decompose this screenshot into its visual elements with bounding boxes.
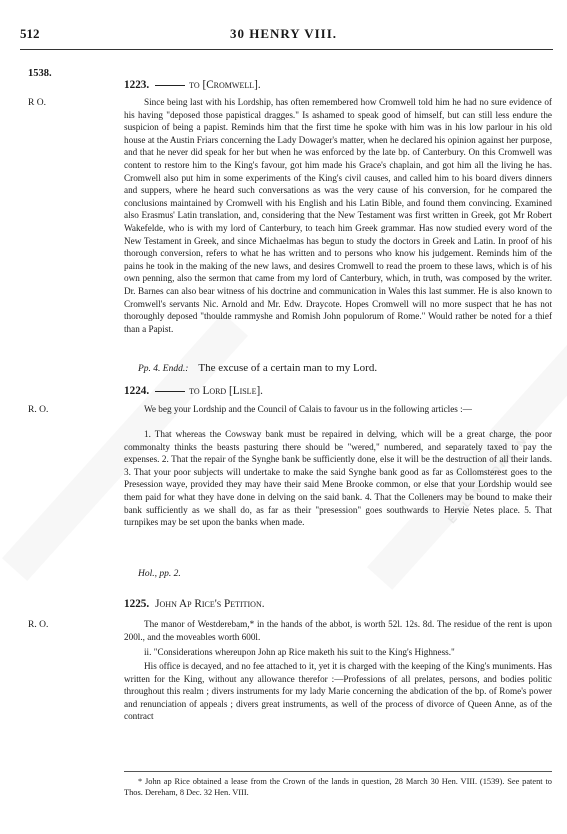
entry-heading-1224 xyxy=(124,385,263,397)
entry-source: R. O. xyxy=(28,620,49,630)
header-rule xyxy=(20,49,553,50)
entry-note xyxy=(138,569,181,579)
entry-number: 1225. xyxy=(124,598,150,610)
footnote: * John ap Rice obtained a lease from the Crown of the lands in question, 28 March 30 Hen. VIII. (1539). See patent to Thos. Dereham, 8 Dec. 32 Hen. VIII. xyxy=(124,777,552,797)
year-label: 1538. xyxy=(28,68,52,79)
footnote-rule xyxy=(124,771,552,772)
entry-heading-1223 xyxy=(124,79,261,91)
entry-title: John Ap Rice's Petition. xyxy=(155,598,265,610)
watermark-text: ENLINE ONLINE xyxy=(446,425,538,527)
entry-recipient: to [Cromwell]. xyxy=(189,79,261,91)
entry-number: 1223. xyxy=(124,79,150,91)
entry-paragraph: The manor of Westderebam,* in the hands of the abbot, is worth 52l. 12s. 8d. The residue of the rent is upon 200l., and the moveables worth 600l. xyxy=(124,619,552,642)
entry-note-text: Hol., pp. 2. xyxy=(138,569,181,579)
entry-endorsement-line xyxy=(138,362,377,374)
running-head: 30 HENRY VIII. xyxy=(229,26,338,41)
dash-rule xyxy=(155,391,185,392)
entry-paragraph: 1. That whereas the Cowsway bank must be repaired in delving, which will be a great charge, the poor commonalty thinks the beasts pasturing there should be "wered," numbered, and separately taxed to pay the expenses. 2. That the repair of the Synghe bank be sufficiently done, else it will be the destruction of all their lands. 3. That your poor subjects will undertake to make the said Synghe bank good as far as Collomsterest goes to the Presession waye, provided they may have their said Mene Brooke common, or else that your Lordship would see them paid for what they have done in delving on the said bank. 4. That the Colleners may be bound to make their bank sufficiently as we shall do, as far as their "presession" goes southwards to Hervie Netes place. 5. That turnpikes may be set upon the banks when made. xyxy=(124,429,552,528)
entry-recipient: to Lord [Lisle]. xyxy=(189,385,263,397)
entry-note: Pp. 4. Endd.: xyxy=(138,364,189,374)
page-number: 512 xyxy=(20,26,40,41)
entry-paragraph: We beg your Lordship and the Council of Calais to favour us in the following articles :— xyxy=(144,404,472,414)
entry-source: R O. xyxy=(28,98,46,108)
dash-rule xyxy=(155,85,185,86)
entry-number: 1224. xyxy=(124,385,150,397)
entry-paragraph: ii. "Considerations whereupon John ap Rice maketh his suit to the King's Highness." xyxy=(144,647,455,657)
entry-source: R. O. xyxy=(28,405,49,415)
entry-paragraph: His office is decayed, and no fee attached to it, yet it is charged with the keeping of the King's muniments. Has written for the King, without any allowance therefor :—Professions of all prelates, persons, and bodies politic throughout this realm ; divers instruments for my lady Marie concerning the abdication of the bp. of Rome's power and renunciation of appeals ; divers great instruments, as well of the process of divorce of Queen Anne, as of the contract xyxy=(124,661,552,722)
entry-endorsement: The excuse of a certain man to my Lord. xyxy=(198,362,378,374)
entry-paragraph: Since being last with his Lordship, has often remembered how Cromwell told him he had no sure evidence of his having "deposed those papistical dragges." Is ashamed to speak good of himself, but can still less endure the suspicion of being a papist. Reminds him that the first time he spoke with him was in his low parlour in his old house at the Austin Friars concerning the Lady Dowager's matter, when he declared his opinion against her purpose, and that he never did speak for her but when he was enforced by the late bp. of Canterbury. On this Cromwell was content to restore him to the King's favour, got him made his Grace's chaplain, and got him all the living he has. Cromwell also put him in some experiments of the King's civil causes, and called him to his board divers dinners and suppers, where he heard such conversations as was the very cause of his conversion, for he compared the conclusions maintained by Cromwell with his English and his Latin Bible, and found them convincing. Examined also Erasmus' Latin translation, and, considering that the New Testament was first written in Greek, got Mr Robert Wakefelde, who is with my lord of Canterbury, to teach him Greek grammar. Has now studied every word of the New Testament in Greek, and since Michaelmas has begun to study the doctors in Greek and Latin. In proof of his thorough conversion, refers to what he has written and to persons who know his judgement. Reminds him of the pains he took in the making of the new laws, and desires Cromwell to read the proem to these laws, which is of his own penning, also the sermon that came from my lord of Canterbury, which, in truth, was composed by the writer. Dr. Barnes can also bear witness of his doctrine and communication in Wales this last summer. He is also known to Cromwell's servants Nic. Arnold and Mr. Edw. Draycote. Hopes Cromwell will no more suspect that he has not thoroughly deposed "thoulde rammyshe and Romish John populorum of Rome." Would rather be noted for a thief than a Papist. xyxy=(124,97,552,334)
entry-heading-1225 xyxy=(124,598,265,610)
